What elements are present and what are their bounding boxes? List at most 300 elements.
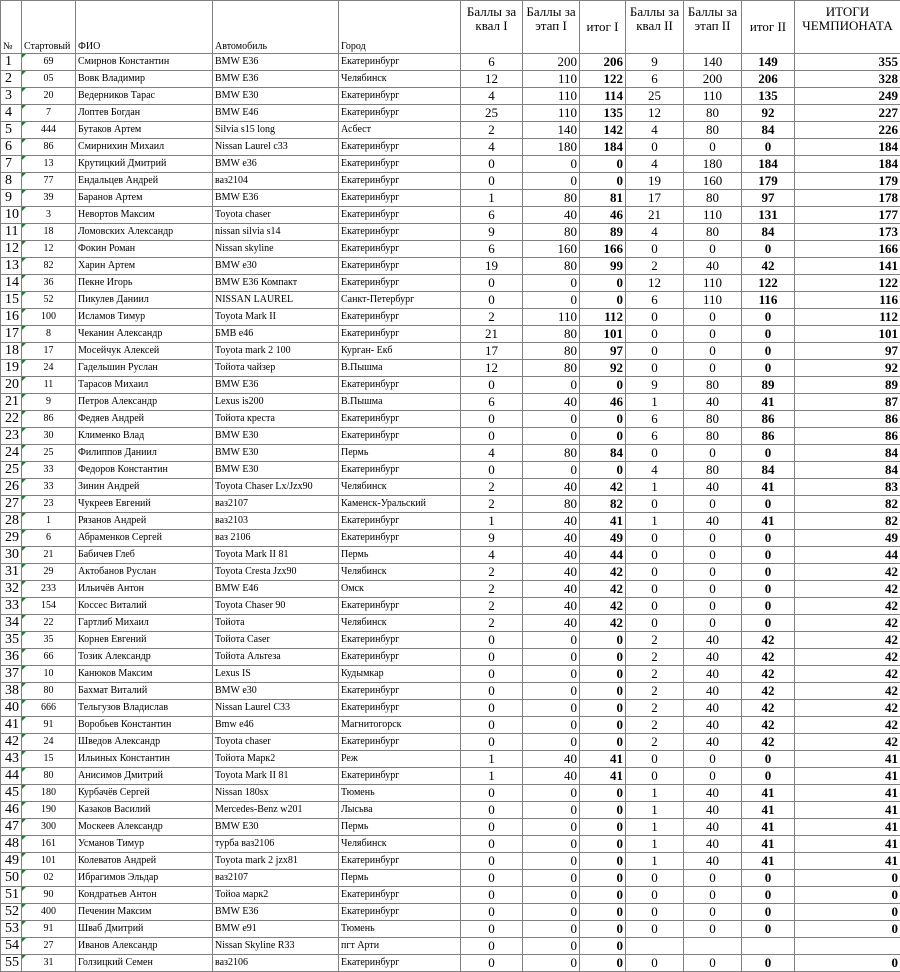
cell-city: Екатеринбург — [339, 904, 461, 921]
cell-start-number: 6 — [22, 530, 76, 547]
cell-total1: 184 — [580, 139, 626, 156]
cell-name: Печенин Максим — [76, 904, 213, 921]
cell-car: Toyota mark 2 100 — [213, 343, 339, 360]
cell-total1: 0 — [580, 428, 626, 445]
cell-total1: 0 — [580, 870, 626, 887]
cell-stage2: 0 — [684, 343, 742, 360]
cell-num: 25 — [1, 462, 22, 479]
cell-total2: 84 — [742, 224, 795, 241]
cell-car: BMW E30 — [213, 819, 339, 836]
cell-num: 8 — [1, 173, 22, 190]
cell-stage1: 0 — [523, 785, 580, 802]
cell-final: 92 — [795, 360, 900, 377]
cell-qual2: 2 — [626, 666, 684, 683]
table-row — [1, 666, 900, 683]
cell-qual2: 1 — [626, 394, 684, 411]
cell-name: Мосейчук Алексей — [76, 343, 213, 360]
cell-qual2: 0 — [626, 309, 684, 326]
cell-city: Екатеринбург — [339, 530, 461, 547]
cell-start-number: 27 — [22, 938, 76, 955]
table-row — [1, 139, 900, 156]
cell-city: Екатеринбург — [339, 462, 461, 479]
cell-total1: 41 — [580, 768, 626, 785]
cell-start-number: 444 — [22, 122, 76, 139]
cell-start-number: 69 — [22, 54, 76, 71]
cell-stage2: 0 — [684, 547, 742, 564]
table-row — [1, 581, 900, 598]
cell-final: 41 — [795, 836, 900, 853]
cell-city: Екатеринбург — [339, 768, 461, 785]
cell-final: 0 — [795, 887, 900, 904]
cell-total2: 0 — [742, 241, 795, 258]
cell-city: Екатеринбург — [339, 428, 461, 445]
table-row — [1, 547, 900, 564]
table-row — [1, 173, 900, 190]
cell-car: Toyota chaser — [213, 207, 339, 224]
cell-total2: 122 — [742, 275, 795, 292]
table-row — [1, 598, 900, 615]
header-final: ИТОГИ ЧЕМПИОНАТА — [795, 1, 900, 54]
table-row — [1, 479, 900, 496]
cell-total2: 0 — [742, 343, 795, 360]
cell-num: 48 — [1, 836, 22, 853]
cell-total1: 0 — [580, 649, 626, 666]
cell-name: Федяев Андрей — [76, 411, 213, 428]
cell-stage2: 110 — [684, 292, 742, 309]
cell-start-number: 80 — [22, 768, 76, 785]
cell-total2: 0 — [742, 904, 795, 921]
cell-total2: 89 — [742, 377, 795, 394]
cell-start-number: 86 — [22, 139, 76, 156]
cell-start-number: 300 — [22, 819, 76, 836]
cell-total2: 84 — [742, 122, 795, 139]
table-row — [1, 921, 900, 938]
table-row — [1, 445, 900, 462]
cell-final: 49 — [795, 530, 900, 547]
cell-stage1: 40 — [523, 530, 580, 547]
cell-start-number: 154 — [22, 598, 76, 615]
cell-num: 23 — [1, 428, 22, 445]
cell-qual1: 0 — [461, 904, 523, 921]
cell-total2: 0 — [742, 445, 795, 462]
cell-start-number: 25 — [22, 445, 76, 462]
cell-num: 21 — [1, 394, 22, 411]
cell-car: BMW E46 — [213, 581, 339, 598]
cell-qual2: 2 — [626, 258, 684, 275]
cell-name: Фокин Роман — [76, 241, 213, 258]
cell-num: 46 — [1, 802, 22, 819]
cell-car: BMW E30 — [213, 462, 339, 479]
cell-city: Екатеринбург — [339, 377, 461, 394]
cell-qual1: 12 — [461, 360, 523, 377]
cell-car: Nissan Skyline R33 — [213, 938, 339, 955]
cell-num: 7 — [1, 156, 22, 173]
cell-car: Toyota chaser — [213, 734, 339, 751]
cell-start-number: 180 — [22, 785, 76, 802]
cell-num: 19 — [1, 360, 22, 377]
cell-name: Тельгузов Владислав — [76, 700, 213, 717]
cell-name: Гадельшин Руслан — [76, 360, 213, 377]
header-car: Автомобиль — [213, 1, 339, 54]
cell-qual1: 0 — [461, 819, 523, 836]
cell-stage1: 0 — [523, 717, 580, 734]
cell-total2: 0 — [742, 955, 795, 972]
cell-num: 55 — [1, 955, 22, 972]
cell-stage2: 180 — [684, 156, 742, 173]
cell-stage1: 0 — [523, 887, 580, 904]
cell-qual1: 0 — [461, 836, 523, 853]
cell-qual1: 9 — [461, 530, 523, 547]
cell-total2: 0 — [742, 547, 795, 564]
cell-name: Анисимов Дмитрий — [76, 768, 213, 785]
cell-num: 30 — [1, 547, 22, 564]
cell-qual1: 2 — [461, 564, 523, 581]
cell-qual2: 0 — [626, 496, 684, 513]
cell-stage1: 80 — [523, 343, 580, 360]
cell-num: 15 — [1, 292, 22, 309]
cell-stage2: 0 — [684, 139, 742, 156]
cell-total2: 0 — [742, 530, 795, 547]
cell-car: BMW e91 — [213, 921, 339, 938]
cell-stage2: 40 — [684, 258, 742, 275]
cell-qual2: 21 — [626, 207, 684, 224]
cell-name: Тозик Александр — [76, 649, 213, 666]
table-row — [1, 768, 900, 785]
table-row — [1, 105, 900, 122]
cell-total2: 0 — [742, 309, 795, 326]
cell-start-number: 1 — [22, 513, 76, 530]
cell-qual2: 4 — [626, 462, 684, 479]
cell-stage1: 0 — [523, 156, 580, 173]
cell-total1: 0 — [580, 173, 626, 190]
cell-stage2: 0 — [684, 921, 742, 938]
cell-car: Mercedes-Benz w201 — [213, 802, 339, 819]
cell-qual1: 0 — [461, 632, 523, 649]
cell-stage1: 80 — [523, 326, 580, 343]
cell-start-number: 35 — [22, 632, 76, 649]
cell-num: 41 — [1, 717, 22, 734]
cell-final: 41 — [795, 768, 900, 785]
cell-car: Toyota mark 2 jzx81 — [213, 853, 339, 870]
cell-total2: 0 — [742, 326, 795, 343]
cell-start-number: 24 — [22, 360, 76, 377]
cell-city: Тюмень — [339, 785, 461, 802]
cell-qual2: 2 — [626, 700, 684, 717]
cell-final: 41 — [795, 751, 900, 768]
cell-start-number: 666 — [22, 700, 76, 717]
cell-total1: 0 — [580, 411, 626, 428]
cell-city: Челябинск — [339, 615, 461, 632]
cell-qual2: 1 — [626, 819, 684, 836]
cell-city: Екатеринбург — [339, 632, 461, 649]
cell-car: Toyota Mark II 81 — [213, 768, 339, 785]
cell-name: Ильичёв Антон — [76, 581, 213, 598]
cell-final: 42 — [795, 717, 900, 734]
cell-stage1: 40 — [523, 615, 580, 632]
cell-final: 89 — [795, 377, 900, 394]
header-qual2: Баллы за квал II — [626, 1, 684, 54]
cell-city: Екатеринбург — [339, 275, 461, 292]
cell-qual2: 6 — [626, 292, 684, 309]
cell-num: 9 — [1, 190, 22, 207]
cell-name: Актобанов Руслан — [76, 564, 213, 581]
table-row — [1, 275, 900, 292]
cell-start-number: 400 — [22, 904, 76, 921]
cell-total2: 42 — [742, 258, 795, 275]
cell-name: Бутаков Артем — [76, 122, 213, 139]
cell-stage2: 0 — [684, 615, 742, 632]
header-stage2: Баллы за этап II — [684, 1, 742, 54]
cell-total2: 42 — [742, 683, 795, 700]
cell-car: BMW E46 — [213, 105, 339, 122]
cell-stage1: 80 — [523, 445, 580, 462]
header-num: № — [1, 1, 22, 54]
cell-total2: 0 — [742, 496, 795, 513]
cell-final: 0 — [795, 921, 900, 938]
cell-stage1: 0 — [523, 462, 580, 479]
cell-stage2: 40 — [684, 649, 742, 666]
cell-qual2: 19 — [626, 173, 684, 190]
cell-num: 53 — [1, 921, 22, 938]
cell-start-number: 7 — [22, 105, 76, 122]
cell-city: Екатеринбург — [339, 139, 461, 156]
cell-qual1: 0 — [461, 428, 523, 445]
cell-total1: 112 — [580, 309, 626, 326]
cell-total1: 0 — [580, 938, 626, 955]
cell-car: BMW e30 — [213, 258, 339, 275]
cell-final: 355 — [795, 54, 900, 71]
cell-qual1: 4 — [461, 445, 523, 462]
cell-qual2: 17 — [626, 190, 684, 207]
cell-total1: 0 — [580, 836, 626, 853]
cell-stage1: 180 — [523, 139, 580, 156]
cell-num: 6 — [1, 139, 22, 156]
cell-total1: 0 — [580, 904, 626, 921]
cell-car: Toyota Chaser Lx/Jzx90 — [213, 479, 339, 496]
cell-total1: 99 — [580, 258, 626, 275]
cell-stage2: 0 — [684, 564, 742, 581]
cell-stage1: 200 — [523, 54, 580, 71]
cell-qual2: 6 — [626, 71, 684, 88]
cell-final: 0 — [795, 904, 900, 921]
cell-city: Екатеринбург — [339, 258, 461, 275]
cell-total2: 41 — [742, 785, 795, 802]
table-row — [1, 394, 900, 411]
cell-qual1: 0 — [461, 700, 523, 717]
cell-total2: 41 — [742, 802, 795, 819]
cell-total2: 0 — [742, 768, 795, 785]
cell-stage1: 0 — [523, 955, 580, 972]
cell-car: ваз2107 — [213, 496, 339, 513]
cell-qual1: 12 — [461, 71, 523, 88]
cell-stage1: 80 — [523, 258, 580, 275]
cell-city: Омск — [339, 581, 461, 598]
cell-car: BMW E36 — [213, 190, 339, 207]
cell-stage1: 0 — [523, 836, 580, 853]
cell-start-number: 18 — [22, 224, 76, 241]
cell-final: 41 — [795, 785, 900, 802]
table-row — [1, 785, 900, 802]
cell-city: Екатеринбург — [339, 734, 461, 751]
cell-stage1: 140 — [523, 122, 580, 139]
cell-total1: 46 — [580, 207, 626, 224]
cell-num: 3 — [1, 88, 22, 105]
cell-stage2: 40 — [684, 853, 742, 870]
cell-qual1: 0 — [461, 802, 523, 819]
cell-final: 101 — [795, 326, 900, 343]
cell-qual1: 17 — [461, 343, 523, 360]
cell-name: Лоптев Богдан — [76, 105, 213, 122]
cell-car: Bmw e46 — [213, 717, 339, 734]
cell-stage2: 0 — [684, 887, 742, 904]
cell-total2: 0 — [742, 887, 795, 904]
cell-total1: 42 — [580, 564, 626, 581]
cell-total2: 86 — [742, 428, 795, 445]
cell-name: Бахмат Виталий — [76, 683, 213, 700]
cell-city: Екатеринбург — [339, 241, 461, 258]
cell-stage2: 200 — [684, 71, 742, 88]
cell-stage1: 0 — [523, 649, 580, 666]
cell-stage1: 0 — [523, 173, 580, 190]
cell-start-number: 91 — [22, 717, 76, 734]
cell-final: 179 — [795, 173, 900, 190]
cell-final: 82 — [795, 513, 900, 530]
cell-total1: 135 — [580, 105, 626, 122]
cell-total1: 0 — [580, 802, 626, 819]
cell-start-number: 233 — [22, 581, 76, 598]
cell-final: 178 — [795, 190, 900, 207]
table-row — [1, 207, 900, 224]
cell-stage2: 0 — [684, 598, 742, 615]
cell-start-number: 24 — [22, 734, 76, 751]
cell-stage2: 80 — [684, 462, 742, 479]
cell-total2: 84 — [742, 462, 795, 479]
cell-total1: 42 — [580, 598, 626, 615]
cell-start-number: 36 — [22, 275, 76, 292]
cell-car: Тойота Альтеза — [213, 649, 339, 666]
cell-total2: 179 — [742, 173, 795, 190]
cell-car: БМВ е46 — [213, 326, 339, 343]
cell-stage2: 80 — [684, 190, 742, 207]
cell-qual1: 6 — [461, 241, 523, 258]
cell-name: Вовк Владимир — [76, 71, 213, 88]
cell-final: 184 — [795, 156, 900, 173]
cell-num: 20 — [1, 377, 22, 394]
cell-total2: 42 — [742, 700, 795, 717]
cell-stage1: 110 — [523, 309, 580, 326]
cell-num: 31 — [1, 564, 22, 581]
cell-qual2: 0 — [626, 887, 684, 904]
cell-qual1: 0 — [461, 173, 523, 190]
cell-start-number: 30 — [22, 428, 76, 445]
cell-num: 34 — [1, 615, 22, 632]
cell-city: Челябинск — [339, 564, 461, 581]
cell-start-number: 3 — [22, 207, 76, 224]
cell-qual1: 25 — [461, 105, 523, 122]
cell-car: Тойота чайзер — [213, 360, 339, 377]
header-qual1: Баллы за квал I — [461, 1, 523, 54]
cell-stage2: 40 — [684, 819, 742, 836]
cell-car: Тойота Caser — [213, 632, 339, 649]
cell-total2: 0 — [742, 598, 795, 615]
cell-name: Пикулев Даниил — [76, 292, 213, 309]
cell-final: 177 — [795, 207, 900, 224]
cell-qual1: 4 — [461, 547, 523, 564]
table-row — [1, 700, 900, 717]
cell-name: Крутицкий Дмитрий — [76, 156, 213, 173]
cell-num: 52 — [1, 904, 22, 921]
cell-total2: 184 — [742, 156, 795, 173]
cell-stage1: 0 — [523, 938, 580, 955]
cell-start-number: 86 — [22, 411, 76, 428]
cell-total2: 41 — [742, 836, 795, 853]
cell-stage2: 160 — [684, 173, 742, 190]
table-row — [1, 632, 900, 649]
cell-qual1: 19 — [461, 258, 523, 275]
cell-num: 16 — [1, 309, 22, 326]
cell-name: Ендальцев Андрей — [76, 173, 213, 190]
cell-start-number: 190 — [22, 802, 76, 819]
cell-name: Харин Артем — [76, 258, 213, 275]
cell-name: Казаков Василий — [76, 802, 213, 819]
cell-qual2: 0 — [626, 615, 684, 632]
cell-total2: 86 — [742, 411, 795, 428]
cell-qual2: 12 — [626, 275, 684, 292]
table-row — [1, 360, 900, 377]
cell-total1: 41 — [580, 751, 626, 768]
cell-city: Кудымкар — [339, 666, 461, 683]
cell-num: 54 — [1, 938, 22, 955]
cell-name: Гартлиб Михаил — [76, 615, 213, 632]
cell-car: BMW E30 — [213, 445, 339, 462]
cell-final: 41 — [795, 819, 900, 836]
cell-final: 166 — [795, 241, 900, 258]
cell-name: Шваб Дмитрий — [76, 921, 213, 938]
cell-qual1: 2 — [461, 581, 523, 598]
header-stage1: Баллы за этап I — [523, 1, 580, 54]
cell-total2: 131 — [742, 207, 795, 224]
cell-name: Смирнихин Михаил — [76, 139, 213, 156]
cell-car: Тойота Марк2 — [213, 751, 339, 768]
cell-qual1: 0 — [461, 275, 523, 292]
table-row — [1, 683, 900, 700]
cell-stage2: 80 — [684, 224, 742, 241]
cell-car: BMW e36 — [213, 156, 339, 173]
cell-qual2: 0 — [626, 751, 684, 768]
cell-stage2: 40 — [684, 717, 742, 734]
cell-num: 27 — [1, 496, 22, 513]
cell-total2: 92 — [742, 105, 795, 122]
cell-num: 26 — [1, 479, 22, 496]
cell-city: Екатеринбург — [339, 700, 461, 717]
cell-num: 11 — [1, 224, 22, 241]
cell-car: Nissan Laurel c33 — [213, 139, 339, 156]
cell-stage2: 80 — [684, 411, 742, 428]
cell-num: 14 — [1, 275, 22, 292]
cell-qual1: 4 — [461, 139, 523, 156]
cell-stage2: 40 — [684, 479, 742, 496]
cell-car: ваз2106 — [213, 955, 339, 972]
cell-total2: 0 — [742, 615, 795, 632]
cell-start-number: 52 — [22, 292, 76, 309]
cell-total1: 92 — [580, 360, 626, 377]
cell-name: Колеватов Андрей — [76, 853, 213, 870]
cell-start-number: 17 — [22, 343, 76, 360]
cell-stage1: 0 — [523, 666, 580, 683]
table-row — [1, 190, 900, 207]
table-row — [1, 717, 900, 734]
cell-stage1: 110 — [523, 71, 580, 88]
